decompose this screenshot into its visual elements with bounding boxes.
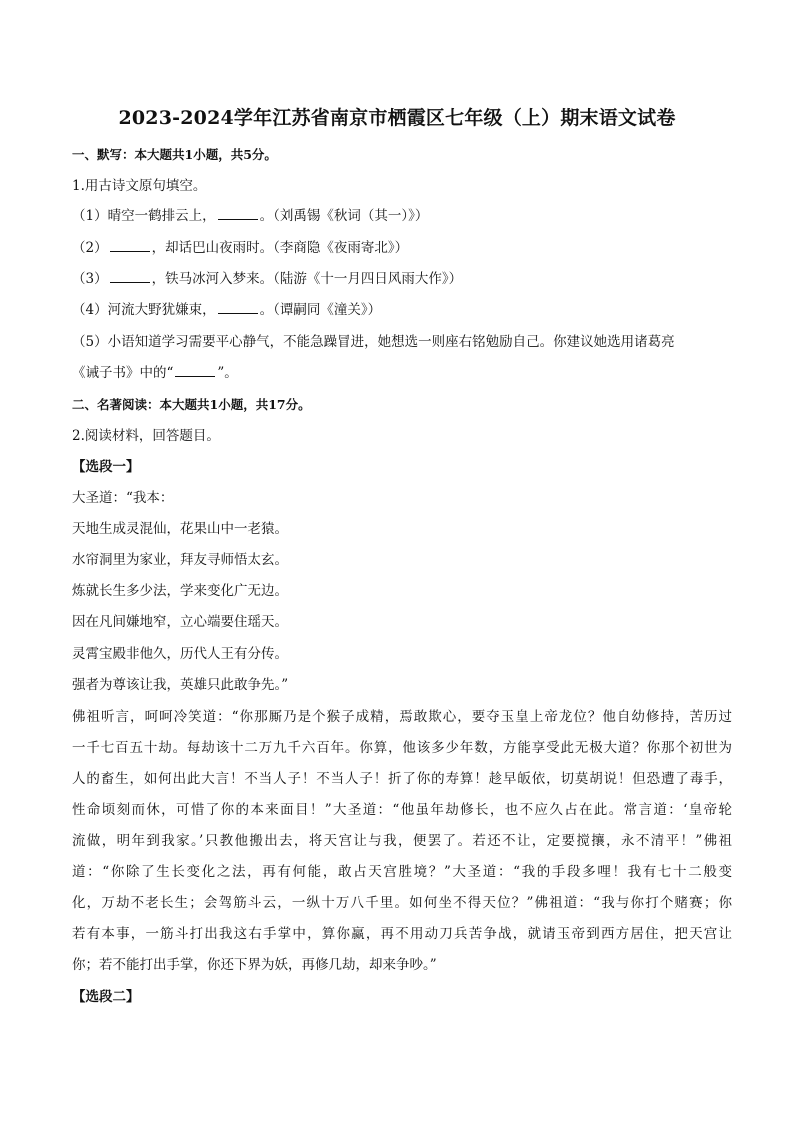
answer-blank-3[interactable] (110, 270, 150, 283)
item-1-pre: （1）晴空一鹤排云上， (72, 208, 216, 224)
poem-line: 灵霄宝殿非他久，历代人王有分传。 (72, 646, 288, 662)
question-2-stem: 2.阅读材料，回答题目。 (72, 428, 220, 444)
excerpt-label-2: 【选段二】 (72, 989, 140, 1005)
question-1-item-5-line-1: （5）小语知道学习需要平心静气，不能急躁冒进，她想选一则座右铭勉励自己。你建议她选用诸葛亮 (72, 334, 675, 350)
answer-blank-2[interactable] (110, 239, 150, 252)
answer-blank-5[interactable] (175, 364, 215, 377)
poem-line: 天地生成灵混仙，花果山中一老猿。 (72, 521, 288, 537)
question-1-item-1 (72, 207, 732, 225)
section-heading-1: 一、默写：本大题共1小题，共5分。 (72, 147, 277, 162)
prose-line: 佛祖听言，呵呵冷笑道：“你那厮乃是个猴子成精，焉敢欺心，要夺玉皇上帝龙位？他自幼修持，苦历过 (72, 709, 732, 725)
item-5-pre: 《诫子书》中的“ (72, 365, 174, 381)
prose-line: 流做，明年到我家。’只教他搬出去，将天宫让与我，便罢了。若还不让，定要搅攘，永不清平！”佛祖 (72, 833, 732, 849)
question-1-item-5-line-2 (72, 364, 732, 382)
question-1-item-2 (72, 239, 732, 257)
poem-line: 因在凡间嫌地窄，立心端要住瑶天。 (72, 614, 288, 630)
poem-line: 炼就长生多少法，学来变化广无边。 (72, 583, 288, 599)
poem-line: 水帘洞里为家业，拜友寻师悟太玄。 (72, 552, 288, 568)
page-title: 2023-2024学年江苏省南京市栖霞区七年级（上）期末语文试卷 (118, 107, 676, 129)
item-2-pre: （2） (72, 240, 108, 256)
item-4-post: 。（谭嗣同《潼关》） (259, 302, 382, 318)
item-3-pre: （3） (72, 271, 108, 287)
poem-line: 强者为尊该让我，英雄只此敢争先。” (72, 677, 289, 693)
item-4-pre: （4）河流大野犹嫌束， (72, 302, 216, 318)
question-1-item-3 (72, 270, 732, 288)
item-1-post: 。（刘禹锡《秋词（其一）》） (259, 208, 429, 224)
item-5-post: ”。 (217, 365, 238, 381)
item-3-post: ，铁马冰河入梦来。（陆游《十一月四日风雨大作》） (151, 271, 463, 287)
prose-line: 化，万劫不老长生；会驾筋斗云，一纵十万八千里。如何坐不得天位？”佛祖道：“我与你打个赌赛；你 (72, 895, 732, 911)
answer-blank-1[interactable] (218, 207, 258, 220)
question-1-item-4 (72, 301, 732, 319)
answer-blank-4[interactable] (218, 301, 258, 314)
prose-line: 道：“你除了生长变化之法，再有何能，敢占天宫胜境？”大圣道：“我的手段多哩！我有七十二般变 (72, 864, 732, 880)
prose-line: 若有本事，一筋斗打出我这右手掌中，算你赢，再不用动刀兵苦争战，就请玉帝到西方居住，把天宫让 (72, 926, 732, 942)
prose-line: 性命顷刻而休，可惜了你的本来面目！”大圣道：“他虽年劫修长，也不应久占在此。常言道：‘皇帝轮 (72, 802, 732, 818)
prose-line: 一千七百五十劫。每劫该十二万九千六百年。你算，他该多少年数，方能享受此无极大道？你那个初世为 (72, 740, 732, 756)
section-heading-2: 二、名著阅读：本大题共1小题，共17分。 (72, 397, 311, 412)
poem-line: 大圣道：“我本： (72, 490, 174, 506)
prose-line: 你；若不能打出手掌，你还下界为妖，再修几劫，却来争吵。” (72, 957, 437, 973)
item-2-post: ，却话巴山夜雨时。（李商隐《夜雨寄北》） (151, 240, 409, 256)
prose-line: 人的畜生，如何出此大言！不当人子！不当人子！折了你的寿算！趁早皈依，切莫胡说！但恐遭了毒手， (72, 771, 732, 787)
excerpt-label-1: 【选段一】 (72, 459, 140, 475)
question-1-stem: 1.用古诗文原句填空。 (72, 178, 207, 194)
